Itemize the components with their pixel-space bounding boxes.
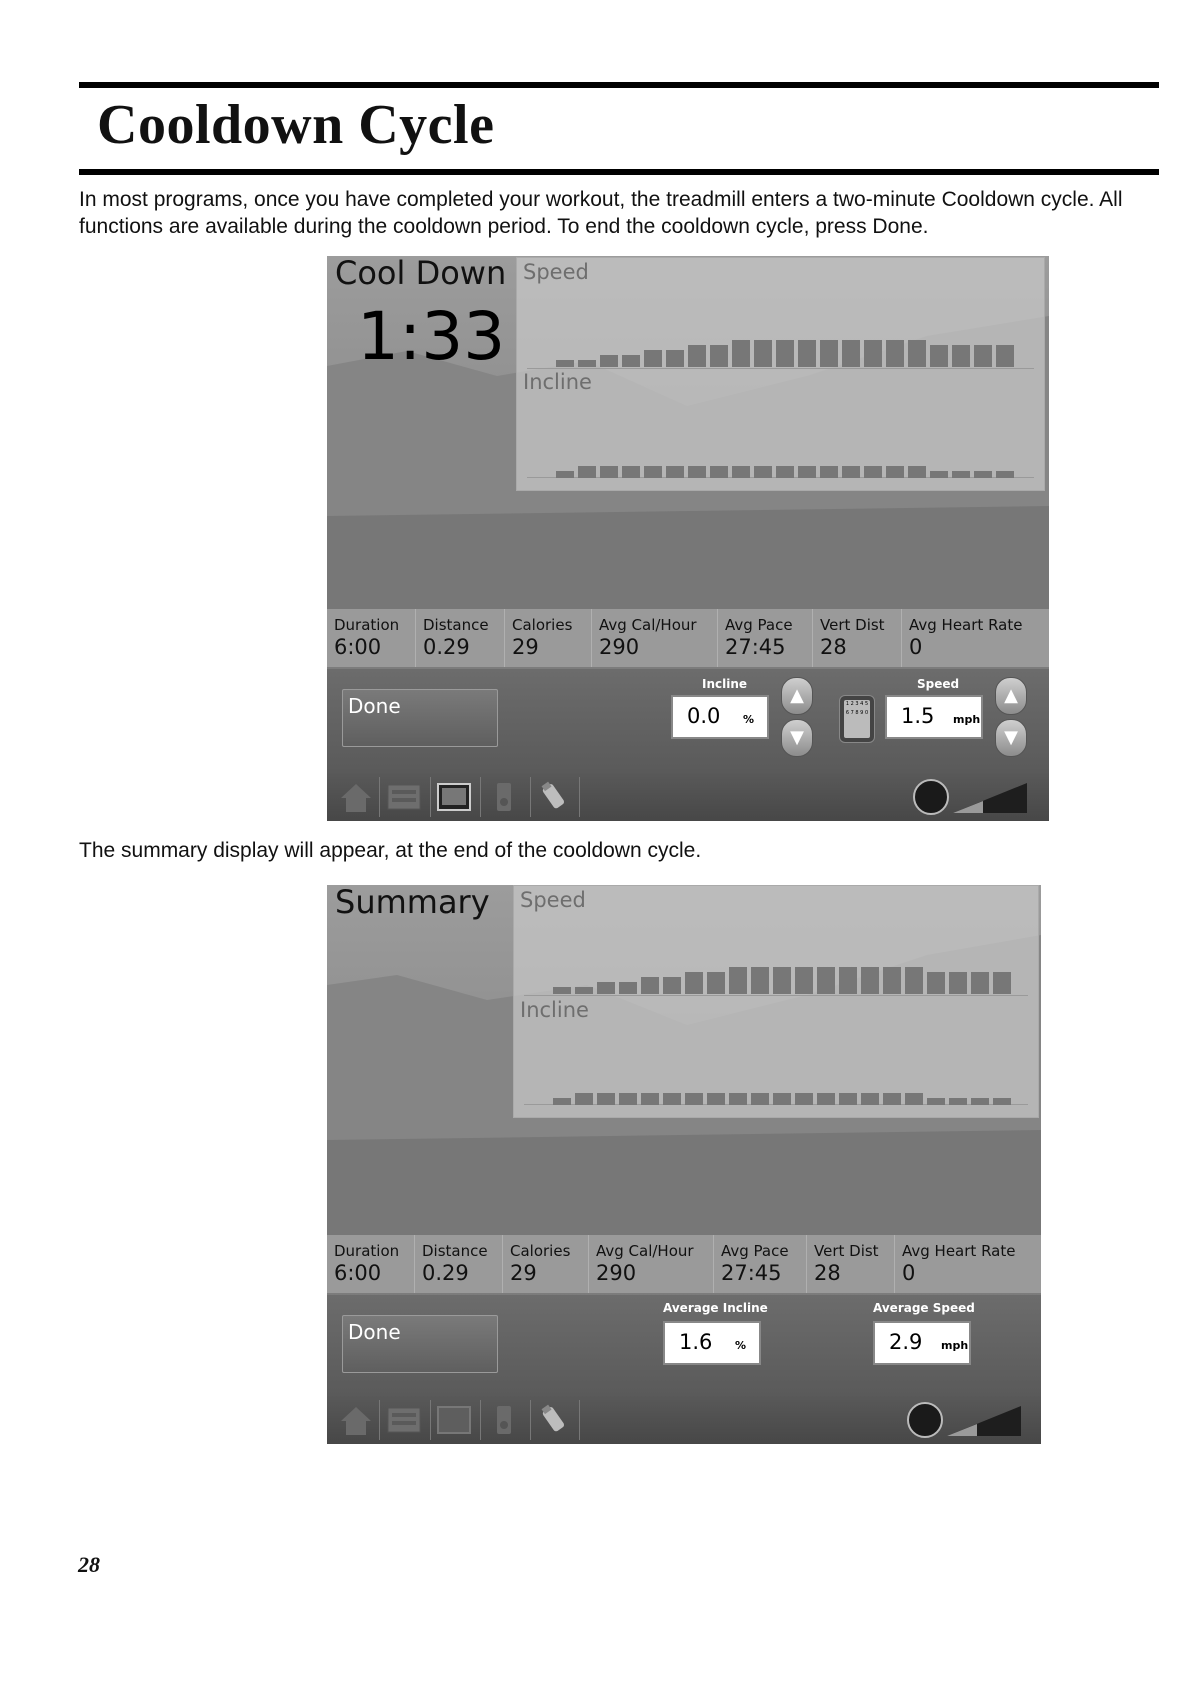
stat-label: Vert Dist	[814, 1242, 879, 1260]
stat-label: Avg Cal/Hour	[599, 616, 697, 634]
home-icon[interactable]	[337, 780, 375, 814]
stat-label: Vert Dist	[820, 616, 885, 634]
profile-bar	[685, 1093, 703, 1105]
keypad-button[interactable]	[839, 695, 875, 743]
profile-bar	[949, 972, 967, 994]
up-arrow-icon: ▲	[1004, 685, 1018, 706]
profile-bar	[974, 471, 992, 478]
profile-bar	[952, 345, 970, 367]
profile-bar	[663, 1093, 681, 1105]
stat-label: Distance	[422, 1242, 488, 1260]
speed-baseline	[524, 995, 1028, 996]
tray-divider	[430, 777, 431, 817]
profile-bar	[820, 466, 838, 478]
speed-baseline	[527, 368, 1034, 369]
profile-bar	[839, 967, 857, 994]
profile-bar	[905, 967, 923, 994]
incline-up-button[interactable]	[781, 677, 813, 715]
home-icon[interactable]	[337, 1403, 375, 1437]
profile-bar	[864, 340, 882, 367]
stat-distance	[416, 609, 505, 667]
profile-bar	[707, 1093, 725, 1105]
profile-bar	[817, 967, 835, 994]
done-button[interactable]	[342, 689, 498, 747]
stat-label: Duration	[334, 616, 400, 634]
tray-divider	[480, 777, 481, 817]
stat-value: 0	[909, 635, 923, 659]
profile-bar	[666, 466, 684, 478]
workout-stats-strip	[327, 1235, 1041, 1293]
incline-unit: %	[743, 713, 755, 726]
profile-bar	[839, 1093, 857, 1105]
tray-divider	[480, 1400, 481, 1440]
stat-label: Calories	[512, 616, 573, 634]
stat-value: 290	[599, 635, 640, 659]
profile-bar	[732, 466, 750, 478]
speed-value: 1.5	[901, 704, 935, 728]
profile-bar	[798, 340, 816, 367]
profile-bar	[644, 350, 662, 367]
speed-graph-label: Speed	[523, 260, 589, 284]
profile-bar	[996, 345, 1014, 367]
profile-bar	[732, 340, 750, 367]
keypad-icon: 1 2 3 4 5 6 7 8 9 0	[844, 700, 870, 738]
profile-bar	[754, 340, 772, 367]
profile-bar	[729, 967, 747, 994]
stat-avg-heart-rate	[895, 1235, 1041, 1293]
speed-value-box[interactable]	[885, 695, 983, 739]
stat-value: 0.29	[422, 1261, 469, 1285]
screen-heading: Cool Down	[335, 256, 507, 292]
profile-bar	[842, 340, 860, 367]
profile-bar	[597, 982, 615, 994]
profile-bar	[644, 466, 662, 478]
profile-bar	[666, 350, 684, 367]
tray-divider	[379, 1400, 380, 1440]
stat-value: 27:45	[725, 635, 786, 659]
profile-bar	[600, 466, 618, 478]
speed-graph-label: Speed	[520, 888, 586, 912]
profile-bar	[688, 466, 706, 478]
profile-bar	[575, 987, 593, 994]
speed-up-button[interactable]	[995, 677, 1027, 715]
profile-bar	[710, 345, 728, 367]
workout-profile-graph	[513, 885, 1039, 1118]
stat-value: 29	[512, 635, 539, 659]
stat-value: 28	[814, 1261, 841, 1285]
profile-bar	[798, 466, 816, 478]
stat-label: Distance	[423, 616, 489, 634]
incline-caption: Incline	[702, 677, 748, 691]
profile-bar	[707, 972, 725, 994]
profile-bar	[795, 967, 813, 994]
control-band	[327, 1295, 1041, 1396]
stat-value: 290	[596, 1261, 637, 1285]
tray-divider	[579, 1400, 580, 1440]
volume-icon[interactable]	[913, 779, 949, 815]
profile-bar	[600, 355, 618, 367]
page-title: Cooldown Cycle	[97, 94, 495, 156]
incline-graph-label: Incline	[520, 998, 589, 1022]
profile-bar	[575, 1093, 593, 1105]
summary-screen	[327, 885, 1041, 1444]
volume-level-icon[interactable]	[947, 1406, 1021, 1436]
average-incline-box	[663, 1321, 761, 1365]
stat-label: Avg Heart Rate	[909, 616, 1023, 634]
display-icon[interactable]	[435, 780, 473, 814]
profile-bar	[754, 466, 772, 478]
profile-bar	[597, 1093, 615, 1105]
profile-bar	[685, 972, 703, 994]
up-arrow-icon: ▲	[790, 685, 804, 706]
stat-value: 0	[902, 1261, 916, 1285]
profile-bar	[971, 972, 989, 994]
profile-bar	[886, 466, 904, 478]
stat-vert-dist	[813, 609, 902, 667]
volume-level-icon[interactable]	[953, 783, 1027, 813]
profile-bar	[556, 360, 574, 367]
stat-avg-cal-hour	[589, 1235, 714, 1293]
workout-stats-strip	[327, 609, 1049, 667]
profile-bar	[773, 1093, 791, 1105]
volume-icon[interactable]	[907, 1402, 943, 1438]
profile-bar	[688, 345, 706, 367]
profile-bar	[751, 1093, 769, 1105]
tray-divider	[379, 777, 380, 817]
profile-bar	[861, 1093, 879, 1105]
profile-bar	[641, 977, 659, 994]
speed-down-button[interactable]	[995, 719, 1027, 757]
stat-duration	[327, 609, 416, 667]
stat-label: Avg Pace	[721, 1242, 789, 1260]
average-incline-caption: Average Incline	[663, 1301, 768, 1315]
keypad-panel-icon[interactable]	[385, 780, 423, 814]
stat-value: 28	[820, 635, 847, 659]
profile-bar	[622, 355, 640, 367]
down-arrow-icon: ▼	[1004, 727, 1018, 748]
profile-bar	[619, 982, 637, 994]
stat-value: 6:00	[334, 635, 382, 659]
stat-label: Calories	[510, 1242, 571, 1260]
profile-bar	[729, 1093, 747, 1105]
profile-bar	[663, 977, 681, 994]
profile-bar	[886, 340, 904, 367]
profile-bar	[861, 967, 879, 994]
stat-duration	[327, 1235, 415, 1293]
profile-bar	[927, 972, 945, 994]
profile-bar	[971, 1098, 989, 1105]
profile-bar	[883, 1093, 901, 1105]
bottom-tray	[327, 1396, 1041, 1444]
done-button-label: Done	[348, 694, 401, 718]
profile-bar	[619, 1093, 637, 1105]
profile-bar	[949, 1098, 967, 1105]
profile-bar	[820, 340, 838, 367]
stat-distance	[415, 1235, 503, 1293]
stat-calories	[505, 609, 592, 667]
average-incline-unit: %	[735, 1339, 747, 1352]
usb-icon[interactable]	[535, 780, 573, 814]
stat-avg-cal-hour	[592, 609, 718, 667]
cooldown-screen	[327, 256, 1049, 821]
profile-bar	[993, 972, 1011, 994]
profile-bar	[842, 466, 860, 478]
summary-paragraph: The summary display will appear, at the end of the cooldown cycle.	[79, 839, 702, 862]
display-icon[interactable]	[435, 1403, 473, 1437]
tray-divider	[530, 1400, 531, 1440]
profile-bar	[776, 466, 794, 478]
profile-bar	[773, 967, 791, 994]
profile-bar	[776, 340, 794, 367]
incline-value: 0.0	[687, 704, 721, 728]
title-underline-rule	[79, 169, 1159, 175]
cooldown-timer: 1:33	[357, 298, 506, 375]
profile-bar	[795, 1093, 813, 1105]
profile-bar	[710, 466, 728, 478]
profile-bar	[908, 340, 926, 367]
average-speed-box	[873, 1321, 971, 1365]
usb-icon[interactable]	[535, 1403, 573, 1437]
media-player-icon[interactable]	[485, 1403, 523, 1437]
profile-bar	[578, 466, 596, 478]
stat-value: 29	[510, 1261, 537, 1285]
profile-bar	[952, 471, 970, 478]
profile-bar	[641, 1093, 659, 1105]
page-number: 28	[78, 1552, 100, 1577]
done-button[interactable]	[342, 1315, 498, 1373]
stat-label: Avg Heart Rate	[902, 1242, 1016, 1260]
keypad-panel-icon[interactable]	[385, 1403, 423, 1437]
profile-bar	[993, 1098, 1011, 1105]
profile-bar	[927, 1098, 945, 1105]
profile-bar	[883, 967, 901, 994]
profile-bar	[864, 466, 882, 478]
profile-bar	[908, 466, 926, 478]
profile-bar	[974, 345, 992, 367]
profile-bar	[553, 1098, 571, 1105]
profile-bar	[930, 345, 948, 367]
screen-heading: Summary	[335, 885, 490, 921]
stat-value: 6:00	[334, 1261, 382, 1285]
stat-calories	[503, 1235, 589, 1293]
stat-label: Avg Cal/Hour	[596, 1242, 694, 1260]
average-speed-unit: mph	[941, 1339, 969, 1352]
tray-divider	[579, 777, 580, 817]
profile-bar	[578, 360, 596, 367]
tray-divider	[430, 1400, 431, 1440]
control-band	[327, 669, 1049, 773]
stat-avg-heart-rate	[902, 609, 1049, 667]
intro-paragraph: In most programs, once you have completed your workout, the treadmill enters a two-minute Cooldown cycle. All functions are available during the cooldown period. To end the cooldown cycle, press Done.	[79, 188, 1123, 238]
down-arrow-icon: ▼	[790, 727, 804, 748]
done-button-label: Done	[348, 1320, 401, 1344]
bottom-tray	[327, 773, 1049, 821]
average-speed-caption: Average Speed	[873, 1301, 975, 1315]
top-rule	[79, 82, 1159, 88]
profile-bar	[622, 466, 640, 478]
stat-avg-pace	[714, 1235, 807, 1293]
profile-bar	[751, 967, 769, 994]
profile-bar	[996, 471, 1014, 478]
profile-bar	[930, 471, 948, 478]
speed-caption: Speed	[917, 677, 960, 691]
speed-unit: mph	[953, 713, 981, 726]
stat-avg-pace	[718, 609, 813, 667]
workout-profile-graph	[516, 257, 1045, 491]
tray-divider	[530, 777, 531, 817]
stat-label: Duration	[334, 1242, 400, 1260]
profile-bar	[553, 987, 571, 994]
incline-value-box[interactable]	[671, 695, 769, 739]
stat-value: 0.29	[423, 635, 470, 659]
incline-down-button[interactable]	[781, 719, 813, 757]
profile-bar	[817, 1093, 835, 1105]
average-incline-value: 1.6	[679, 1330, 713, 1354]
stat-label: Avg Pace	[725, 616, 793, 634]
stat-vert-dist	[807, 1235, 895, 1293]
media-player-icon[interactable]	[485, 780, 523, 814]
profile-bar	[905, 1093, 923, 1105]
stat-value: 27:45	[721, 1261, 782, 1285]
average-speed-value: 2.9	[889, 1330, 923, 1354]
profile-bar	[556, 471, 574, 478]
incline-graph-label: Incline	[523, 370, 592, 394]
